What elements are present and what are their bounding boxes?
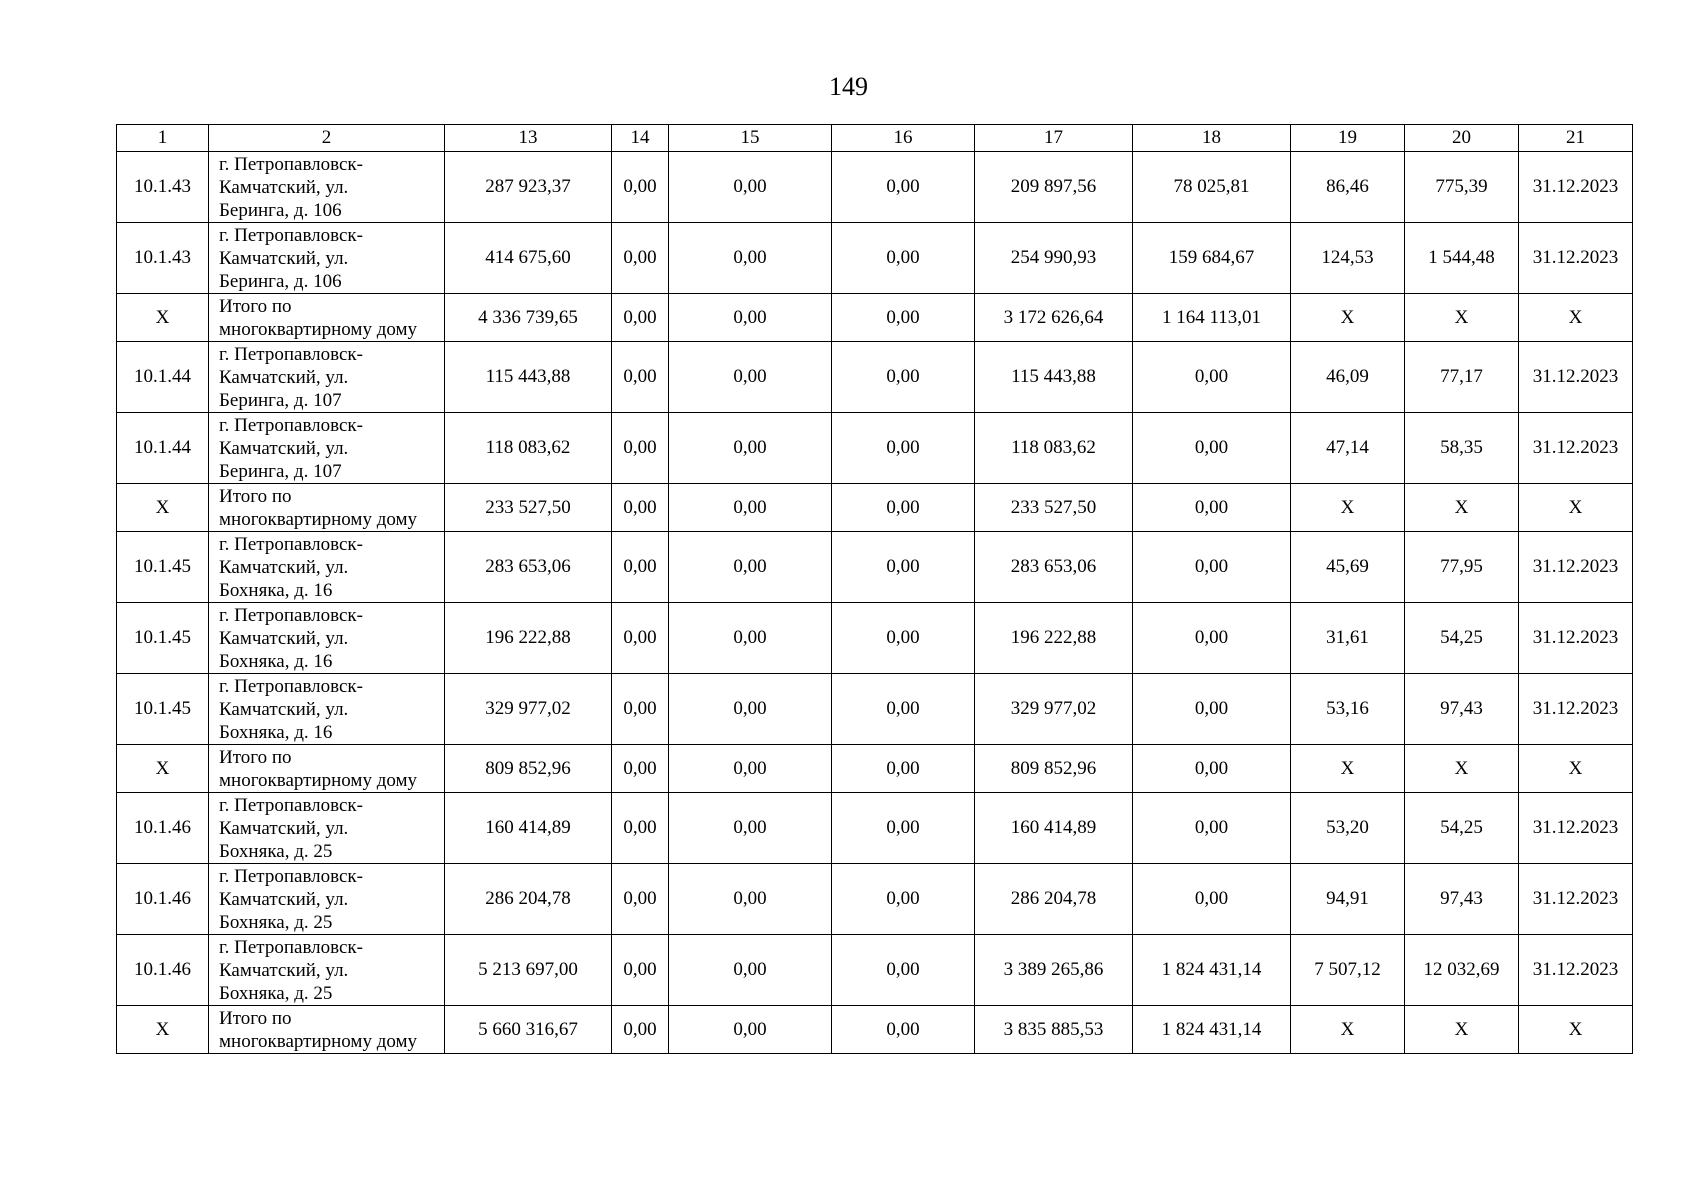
value-cell-col-13: 233 527,50 — [445, 484, 612, 532]
value-cell-col-16: 0,00 — [832, 152, 975, 223]
value-cell-col-17: 118 083,62 — [975, 413, 1133, 484]
value-cell-col-19: 46,09 — [1291, 342, 1405, 413]
row-number-cell: 10.1.45 — [117, 532, 209, 603]
value-cell-col-16: 0,00 — [832, 864, 975, 935]
table-row — [117, 603, 1633, 674]
address-line: Камчатский, ул. — [219, 366, 349, 388]
value-cell-col-21: 31.12.2023 — [1519, 674, 1633, 745]
value-cell-col-17: 3 389 265,86 — [975, 935, 1133, 1006]
value-cell-col-13: 287 923,37 — [445, 152, 612, 223]
value-cell-col-17: 233 527,50 — [975, 484, 1133, 532]
total-row — [117, 294, 1633, 342]
value-cell-col-18: 0,00 — [1133, 864, 1291, 935]
value-cell-col-21: 31.12.2023 — [1519, 603, 1633, 674]
value-cell-col-15: 0,00 — [669, 674, 832, 745]
value-cell-col-15: 0,00 — [669, 223, 832, 294]
value-cell-col-20: 54,25 — [1405, 603, 1519, 674]
value-cell-col-19: 53,20 — [1291, 793, 1405, 864]
value-cell-col-16: 0,00 — [832, 223, 975, 294]
value-cell-col-17: 196 222,88 — [975, 603, 1133, 674]
value-cell-col-17: 160 414,89 — [975, 793, 1133, 864]
value-cell-col-16: 0,00 — [832, 793, 975, 864]
value-cell-col-20: 97,43 — [1405, 674, 1519, 745]
address-line: г. Петропавловск- — [219, 224, 363, 246]
value-cell-col-15: 0,00 — [669, 793, 832, 864]
value-cell-col-19: Х — [1291, 745, 1405, 793]
address-line: Итого по — [219, 746, 292, 768]
value-cell-col-21: 31.12.2023 — [1519, 413, 1633, 484]
value-cell-col-13: 160 414,89 — [445, 793, 612, 864]
value-cell-col-13: 329 977,02 — [445, 674, 612, 745]
total-row — [117, 745, 1633, 793]
total-row — [117, 484, 1633, 532]
row-number-cell: Х — [117, 1006, 209, 1054]
value-cell-col-16: 0,00 — [832, 294, 975, 342]
value-cell-col-21: 31.12.2023 — [1519, 223, 1633, 294]
address-line: Беринга, д. 106 — [219, 270, 342, 292]
value-cell-col-16: 0,00 — [832, 342, 975, 413]
value-cell-col-16: 0,00 — [832, 674, 975, 745]
value-cell-col-19: 31,61 — [1291, 603, 1405, 674]
value-cell-col-17: 809 852,96 — [975, 745, 1133, 793]
column-header: 19 — [1291, 125, 1405, 152]
total-row — [117, 1006, 1633, 1054]
table-body — [117, 152, 1633, 1054]
value-cell-col-21: 31.12.2023 — [1519, 532, 1633, 603]
value-cell-col-13: 196 222,88 — [445, 603, 612, 674]
value-cell-col-16: 0,00 — [832, 745, 975, 793]
value-cell-col-14: 0,00 — [612, 793, 669, 864]
value-cell-col-13: 4 336 739,65 — [445, 294, 612, 342]
address-line: г. Петропавловск- — [219, 936, 363, 958]
table-row — [117, 223, 1633, 294]
row-number-cell: Х — [117, 745, 209, 793]
value-cell-col-15: 0,00 — [669, 745, 832, 793]
value-cell-col-14: 0,00 — [612, 152, 669, 223]
row-number-cell: 10.1.46 — [117, 935, 209, 1006]
value-cell-col-19: 7 507,12 — [1291, 935, 1405, 1006]
row-number-cell: 10.1.45 — [117, 674, 209, 745]
value-cell-col-15: 0,00 — [669, 935, 832, 1006]
value-cell-col-20: 54,25 — [1405, 793, 1519, 864]
value-cell-col-20: 77,95 — [1405, 532, 1519, 603]
value-cell-col-13: 414 675,60 — [445, 223, 612, 294]
address-line: г. Петропавловск- — [219, 153, 363, 175]
value-cell-col-14: 0,00 — [612, 745, 669, 793]
value-cell-col-14: 0,00 — [612, 603, 669, 674]
column-header: 13 — [445, 125, 612, 152]
value-cell-col-20: 12 032,69 — [1405, 935, 1519, 1006]
value-cell-col-20: Х — [1405, 484, 1519, 532]
column-header: 1 — [117, 125, 209, 152]
value-cell-col-20: 97,43 — [1405, 864, 1519, 935]
address-line: г. Петропавловск- — [219, 414, 363, 436]
value-cell-col-19: 94,91 — [1291, 864, 1405, 935]
address-cell — [209, 674, 445, 745]
value-cell-col-21: 31.12.2023 — [1519, 152, 1633, 223]
value-cell-col-20: 1 544,48 — [1405, 223, 1519, 294]
address-line: г. Петропавловск- — [219, 865, 363, 887]
value-cell-col-15: 0,00 — [669, 484, 832, 532]
value-cell-col-19: 45,69 — [1291, 532, 1405, 603]
value-cell-col-15: 0,00 — [669, 1006, 832, 1054]
column-header: 18 — [1133, 125, 1291, 152]
total-label-cell — [209, 294, 445, 342]
value-cell-col-15: 0,00 — [669, 342, 832, 413]
table-row — [117, 152, 1633, 223]
column-header: 17 — [975, 125, 1133, 152]
data-table — [116, 124, 1633, 1054]
column-header: 16 — [832, 125, 975, 152]
value-cell-col-13: 115 443,88 — [445, 342, 612, 413]
value-cell-col-21: Х — [1519, 484, 1633, 532]
value-cell-col-18: 0,00 — [1133, 674, 1291, 745]
address-cell — [209, 152, 445, 223]
row-number-cell: 10.1.44 — [117, 413, 209, 484]
address-line: многоквартирному дому — [219, 318, 418, 340]
address-line: Итого по — [219, 1007, 292, 1029]
value-cell-col-17: 254 990,93 — [975, 223, 1133, 294]
value-cell-col-20: Х — [1405, 745, 1519, 793]
row-number-cell: 10.1.43 — [117, 152, 209, 223]
value-cell-col-16: 0,00 — [832, 413, 975, 484]
address-line: г. Петропавловск- — [219, 794, 363, 816]
value-cell-col-14: 0,00 — [612, 674, 669, 745]
value-cell-col-16: 0,00 — [832, 484, 975, 532]
address-line: Камчатский, ул. — [219, 959, 349, 981]
address-line: г. Петропавловск- — [219, 343, 363, 365]
value-cell-col-19: 124,53 — [1291, 223, 1405, 294]
value-cell-col-18: 0,00 — [1133, 532, 1291, 603]
address-cell — [209, 532, 445, 603]
row-number-cell: 10.1.44 — [117, 342, 209, 413]
value-cell-col-17: 286 204,78 — [975, 864, 1133, 935]
value-cell-col-14: 0,00 — [612, 935, 669, 1006]
address-cell — [209, 935, 445, 1006]
address-line: Беринга, д. 106 — [219, 199, 342, 221]
address-line: многоквартирному дому — [219, 1030, 418, 1052]
value-cell-col-16: 0,00 — [832, 603, 975, 674]
value-cell-col-19: Х — [1291, 484, 1405, 532]
address-line: Беринга, д. 107 — [219, 389, 342, 411]
value-cell-col-17: 115 443,88 — [975, 342, 1133, 413]
total-label-cell — [209, 1006, 445, 1054]
value-cell-col-19: 47,14 — [1291, 413, 1405, 484]
value-cell-col-20: Х — [1405, 294, 1519, 342]
value-cell-col-13: 5 660 316,67 — [445, 1006, 612, 1054]
address-cell — [209, 413, 445, 484]
column-header: 20 — [1405, 125, 1519, 152]
row-number-cell: Х — [117, 294, 209, 342]
address-line: Беринга, д. 107 — [219, 460, 342, 482]
value-cell-col-14: 0,00 — [612, 1006, 669, 1054]
address-line: г. Петропавловск- — [219, 675, 363, 697]
value-cell-col-13: 283 653,06 — [445, 532, 612, 603]
value-cell-col-15: 0,00 — [669, 152, 832, 223]
value-cell-col-17: 3 835 885,53 — [975, 1006, 1133, 1054]
row-number-cell: 10.1.46 — [117, 864, 209, 935]
value-cell-col-18: 0,00 — [1133, 793, 1291, 864]
address-line: многоквартирному дому — [219, 508, 418, 530]
value-cell-col-21: Х — [1519, 1006, 1633, 1054]
value-cell-col-13: 5 213 697,00 — [445, 935, 612, 1006]
address-line: Итого по — [219, 295, 292, 317]
value-cell-col-18: 1 164 113,01 — [1133, 294, 1291, 342]
value-cell-col-15: 0,00 — [669, 532, 832, 603]
value-cell-col-16: 0,00 — [832, 1006, 975, 1054]
row-number-cell: 10.1.46 — [117, 793, 209, 864]
value-cell-col-21: 31.12.2023 — [1519, 342, 1633, 413]
row-number-cell: 10.1.43 — [117, 223, 209, 294]
address-cell — [209, 864, 445, 935]
column-header: 15 — [669, 125, 832, 152]
value-cell-col-14: 0,00 — [612, 484, 669, 532]
header-row — [117, 125, 1633, 152]
value-cell-col-13: 286 204,78 — [445, 864, 612, 935]
value-cell-col-20: 775,39 — [1405, 152, 1519, 223]
address-line: Бохняка, д. 25 — [219, 840, 333, 862]
value-cell-col-14: 0,00 — [612, 413, 669, 484]
row-number-cell: Х — [117, 484, 209, 532]
value-cell-col-15: 0,00 — [669, 294, 832, 342]
address-line: Бохняка, д. 16 — [219, 721, 333, 743]
address-cell — [209, 793, 445, 864]
table-row — [117, 864, 1633, 935]
total-label-cell — [209, 484, 445, 532]
value-cell-col-15: 0,00 — [669, 864, 832, 935]
table-row — [117, 793, 1633, 864]
address-line: г. Петропавловск- — [219, 604, 363, 626]
value-cell-col-21: Х — [1519, 745, 1633, 793]
address-line: Камчатский, ул. — [219, 247, 349, 269]
column-header: 14 — [612, 125, 669, 152]
value-cell-col-17: 283 653,06 — [975, 532, 1133, 603]
value-cell-col-18: 1 824 431,14 — [1133, 935, 1291, 1006]
value-cell-col-19: Х — [1291, 1006, 1405, 1054]
table-row — [117, 413, 1633, 484]
address-line: Бохняка, д. 16 — [219, 650, 333, 672]
page-number: 149 — [829, 72, 868, 101]
value-cell-col-18: 0,00 — [1133, 603, 1291, 674]
value-cell-col-21: 31.12.2023 — [1519, 793, 1633, 864]
column-header: 21 — [1519, 125, 1633, 152]
value-cell-col-15: 0,00 — [669, 603, 832, 674]
table-row — [117, 342, 1633, 413]
address-cell — [209, 603, 445, 674]
value-cell-col-19: 86,46 — [1291, 152, 1405, 223]
value-cell-col-19: 53,16 — [1291, 674, 1405, 745]
value-cell-col-18: 78 025,81 — [1133, 152, 1291, 223]
address-line: многоквартирному дому — [219, 769, 418, 791]
value-cell-col-14: 0,00 — [612, 864, 669, 935]
value-cell-col-15: 0,00 — [669, 413, 832, 484]
value-cell-col-21: 31.12.2023 — [1519, 864, 1633, 935]
address-line: Камчатский, ул. — [219, 888, 349, 910]
value-cell-col-20: 77,17 — [1405, 342, 1519, 413]
row-number-cell: 10.1.45 — [117, 603, 209, 674]
value-cell-col-20: 58,35 — [1405, 413, 1519, 484]
value-cell-col-20: Х — [1405, 1006, 1519, 1054]
value-cell-col-17: 209 897,56 — [975, 152, 1133, 223]
value-cell-col-13: 118 083,62 — [445, 413, 612, 484]
value-cell-col-18: 0,00 — [1133, 484, 1291, 532]
value-cell-col-17: 329 977,02 — [975, 674, 1133, 745]
value-cell-col-18: 0,00 — [1133, 342, 1291, 413]
column-header: 2 — [209, 125, 445, 152]
value-cell-col-21: Х — [1519, 294, 1633, 342]
value-cell-col-14: 0,00 — [612, 223, 669, 294]
address-line: Камчатский, ул. — [219, 817, 349, 839]
address-line: Камчатский, ул. — [219, 556, 349, 578]
table-row — [117, 532, 1633, 603]
value-cell-col-14: 0,00 — [612, 532, 669, 603]
total-label-cell — [209, 745, 445, 793]
address-line: Итого по — [219, 485, 292, 507]
table-row — [117, 935, 1633, 1006]
address-line: Камчатский, ул. — [219, 627, 349, 649]
value-cell-col-16: 0,00 — [832, 532, 975, 603]
address-line: г. Петропавловск- — [219, 533, 363, 555]
value-cell-col-18: 0,00 — [1133, 745, 1291, 793]
value-cell-col-18: 159 684,67 — [1133, 223, 1291, 294]
address-line: Камчатский, ул. — [219, 176, 349, 198]
address-line: Бохняка, д. 16 — [219, 579, 333, 601]
table-row — [117, 674, 1633, 745]
value-cell-col-17: 3 172 626,64 — [975, 294, 1133, 342]
value-cell-col-18: 0,00 — [1133, 413, 1291, 484]
address-line: Бохняка, д. 25 — [219, 911, 333, 933]
value-cell-col-19: Х — [1291, 294, 1405, 342]
address-line: Камчатский, ул. — [219, 698, 349, 720]
value-cell-col-16: 0,00 — [832, 935, 975, 1006]
value-cell-col-14: 0,00 — [612, 342, 669, 413]
address-line: Бохняка, д. 25 — [219, 982, 333, 1004]
address-cell — [209, 223, 445, 294]
value-cell-col-18: 1 824 431,14 — [1133, 1006, 1291, 1054]
address-cell — [209, 342, 445, 413]
value-cell-col-14: 0,00 — [612, 294, 669, 342]
value-cell-col-13: 809 852,96 — [445, 745, 612, 793]
address-line: Камчатский, ул. — [219, 437, 349, 459]
value-cell-col-21: 31.12.2023 — [1519, 935, 1633, 1006]
